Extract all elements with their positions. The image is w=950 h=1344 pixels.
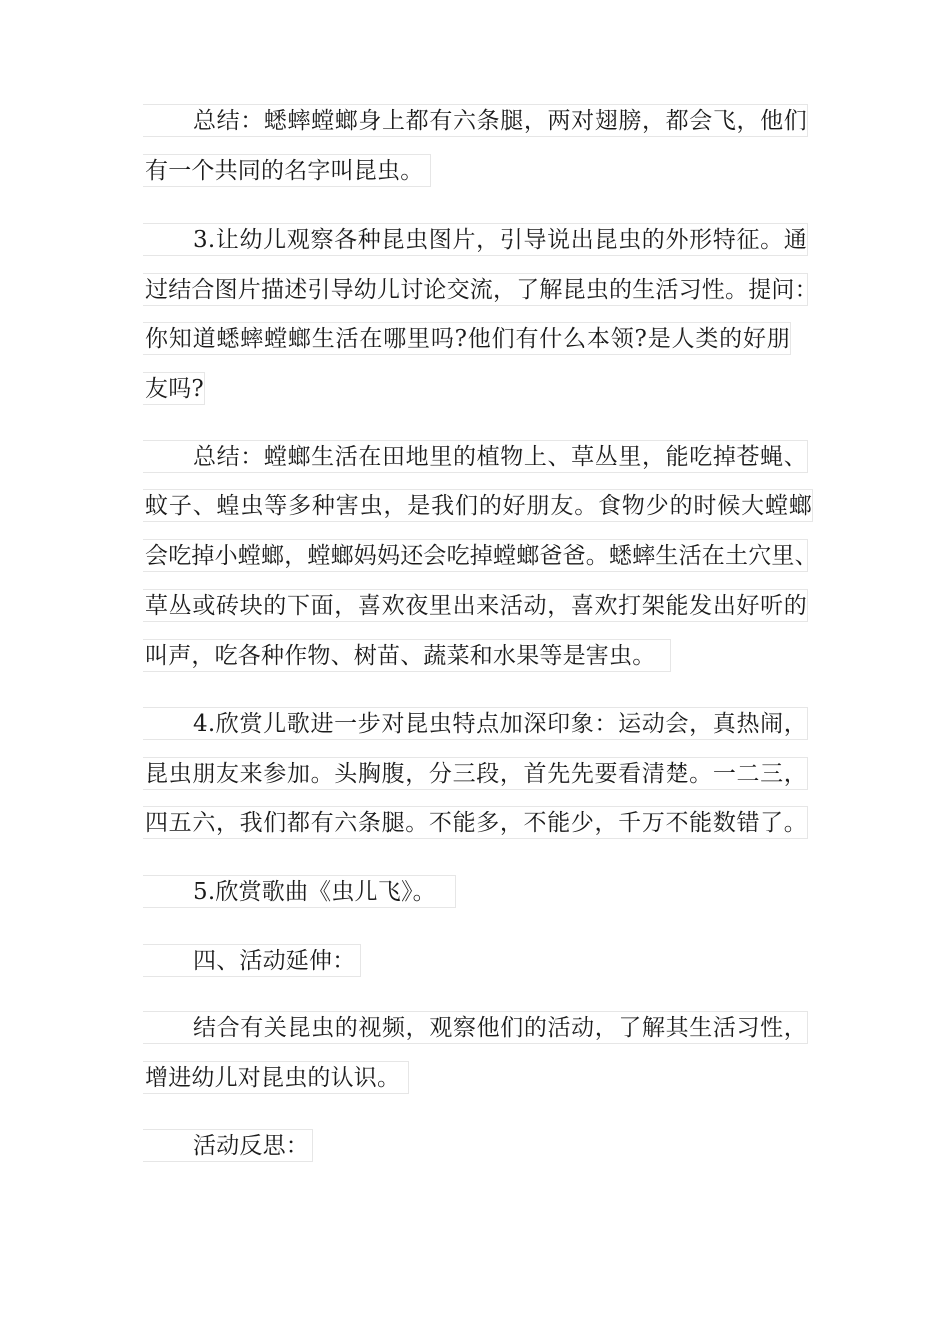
text-line: 草丛或砖块的下面，喜欢夜里出来活动，喜欢打架能发出好听的: [143, 589, 808, 622]
text-line: 总结：螳螂生活在田地里的植物上、草丛里，能吃掉苍蝇、: [143, 440, 808, 473]
text-line: 昆虫朋友来参加。头胸腹，分三段，首先先要看清楚。一二三，: [143, 757, 808, 790]
text-line: 增进幼儿对昆虫的认识。: [143, 1061, 409, 1094]
text-line: 蚊子、蝗虫等多种害虫，是我们的好朋友。食物少的时候大螳螂: [143, 489, 813, 522]
section-heading: 四、活动延伸：: [143, 944, 361, 977]
text-line: 四五六，我们都有六条腿。不能多，不能少，千万不能数错了。: [143, 806, 808, 839]
text-line: 友吗?: [143, 372, 205, 405]
text-line: 过结合图片描述引导幼儿讨论交流，了解昆虫的生活习性。提问：: [143, 273, 808, 306]
text-line: 你知道蟋蟀螳螂生活在哪里吗?他们有什么本领?是人类的好朋: [143, 322, 791, 355]
text-line: 会吃掉小螳螂，螳螂妈妈还会吃掉螳螂爸爸。蟋蟀生活在土穴里、: [143, 539, 808, 572]
text-line: 结合有关昆虫的视频，观察他们的活动，了解其生活习性，: [143, 1011, 808, 1044]
text-line: 3.让幼儿观察各种昆虫图片，引导说出昆虫的外形特征。通: [143, 223, 808, 256]
text-line: 4.欣赏儿歌进一步对昆虫特点加深印象：运动会，真热闹，: [143, 707, 808, 740]
text-line: 5.欣赏歌曲《虫儿飞》。: [143, 875, 456, 908]
text-line: 总结：蟋蟀螳螂身上都有六条腿，两对翅膀，都会飞，他们: [143, 104, 808, 137]
section-heading: 活动反思：: [143, 1129, 313, 1162]
text-line: 叫声，吃各种作物、树苗、蔬菜和水果等是害虫。: [143, 639, 671, 672]
text-line: 有一个共同的名字叫昆虫。: [143, 154, 431, 187]
